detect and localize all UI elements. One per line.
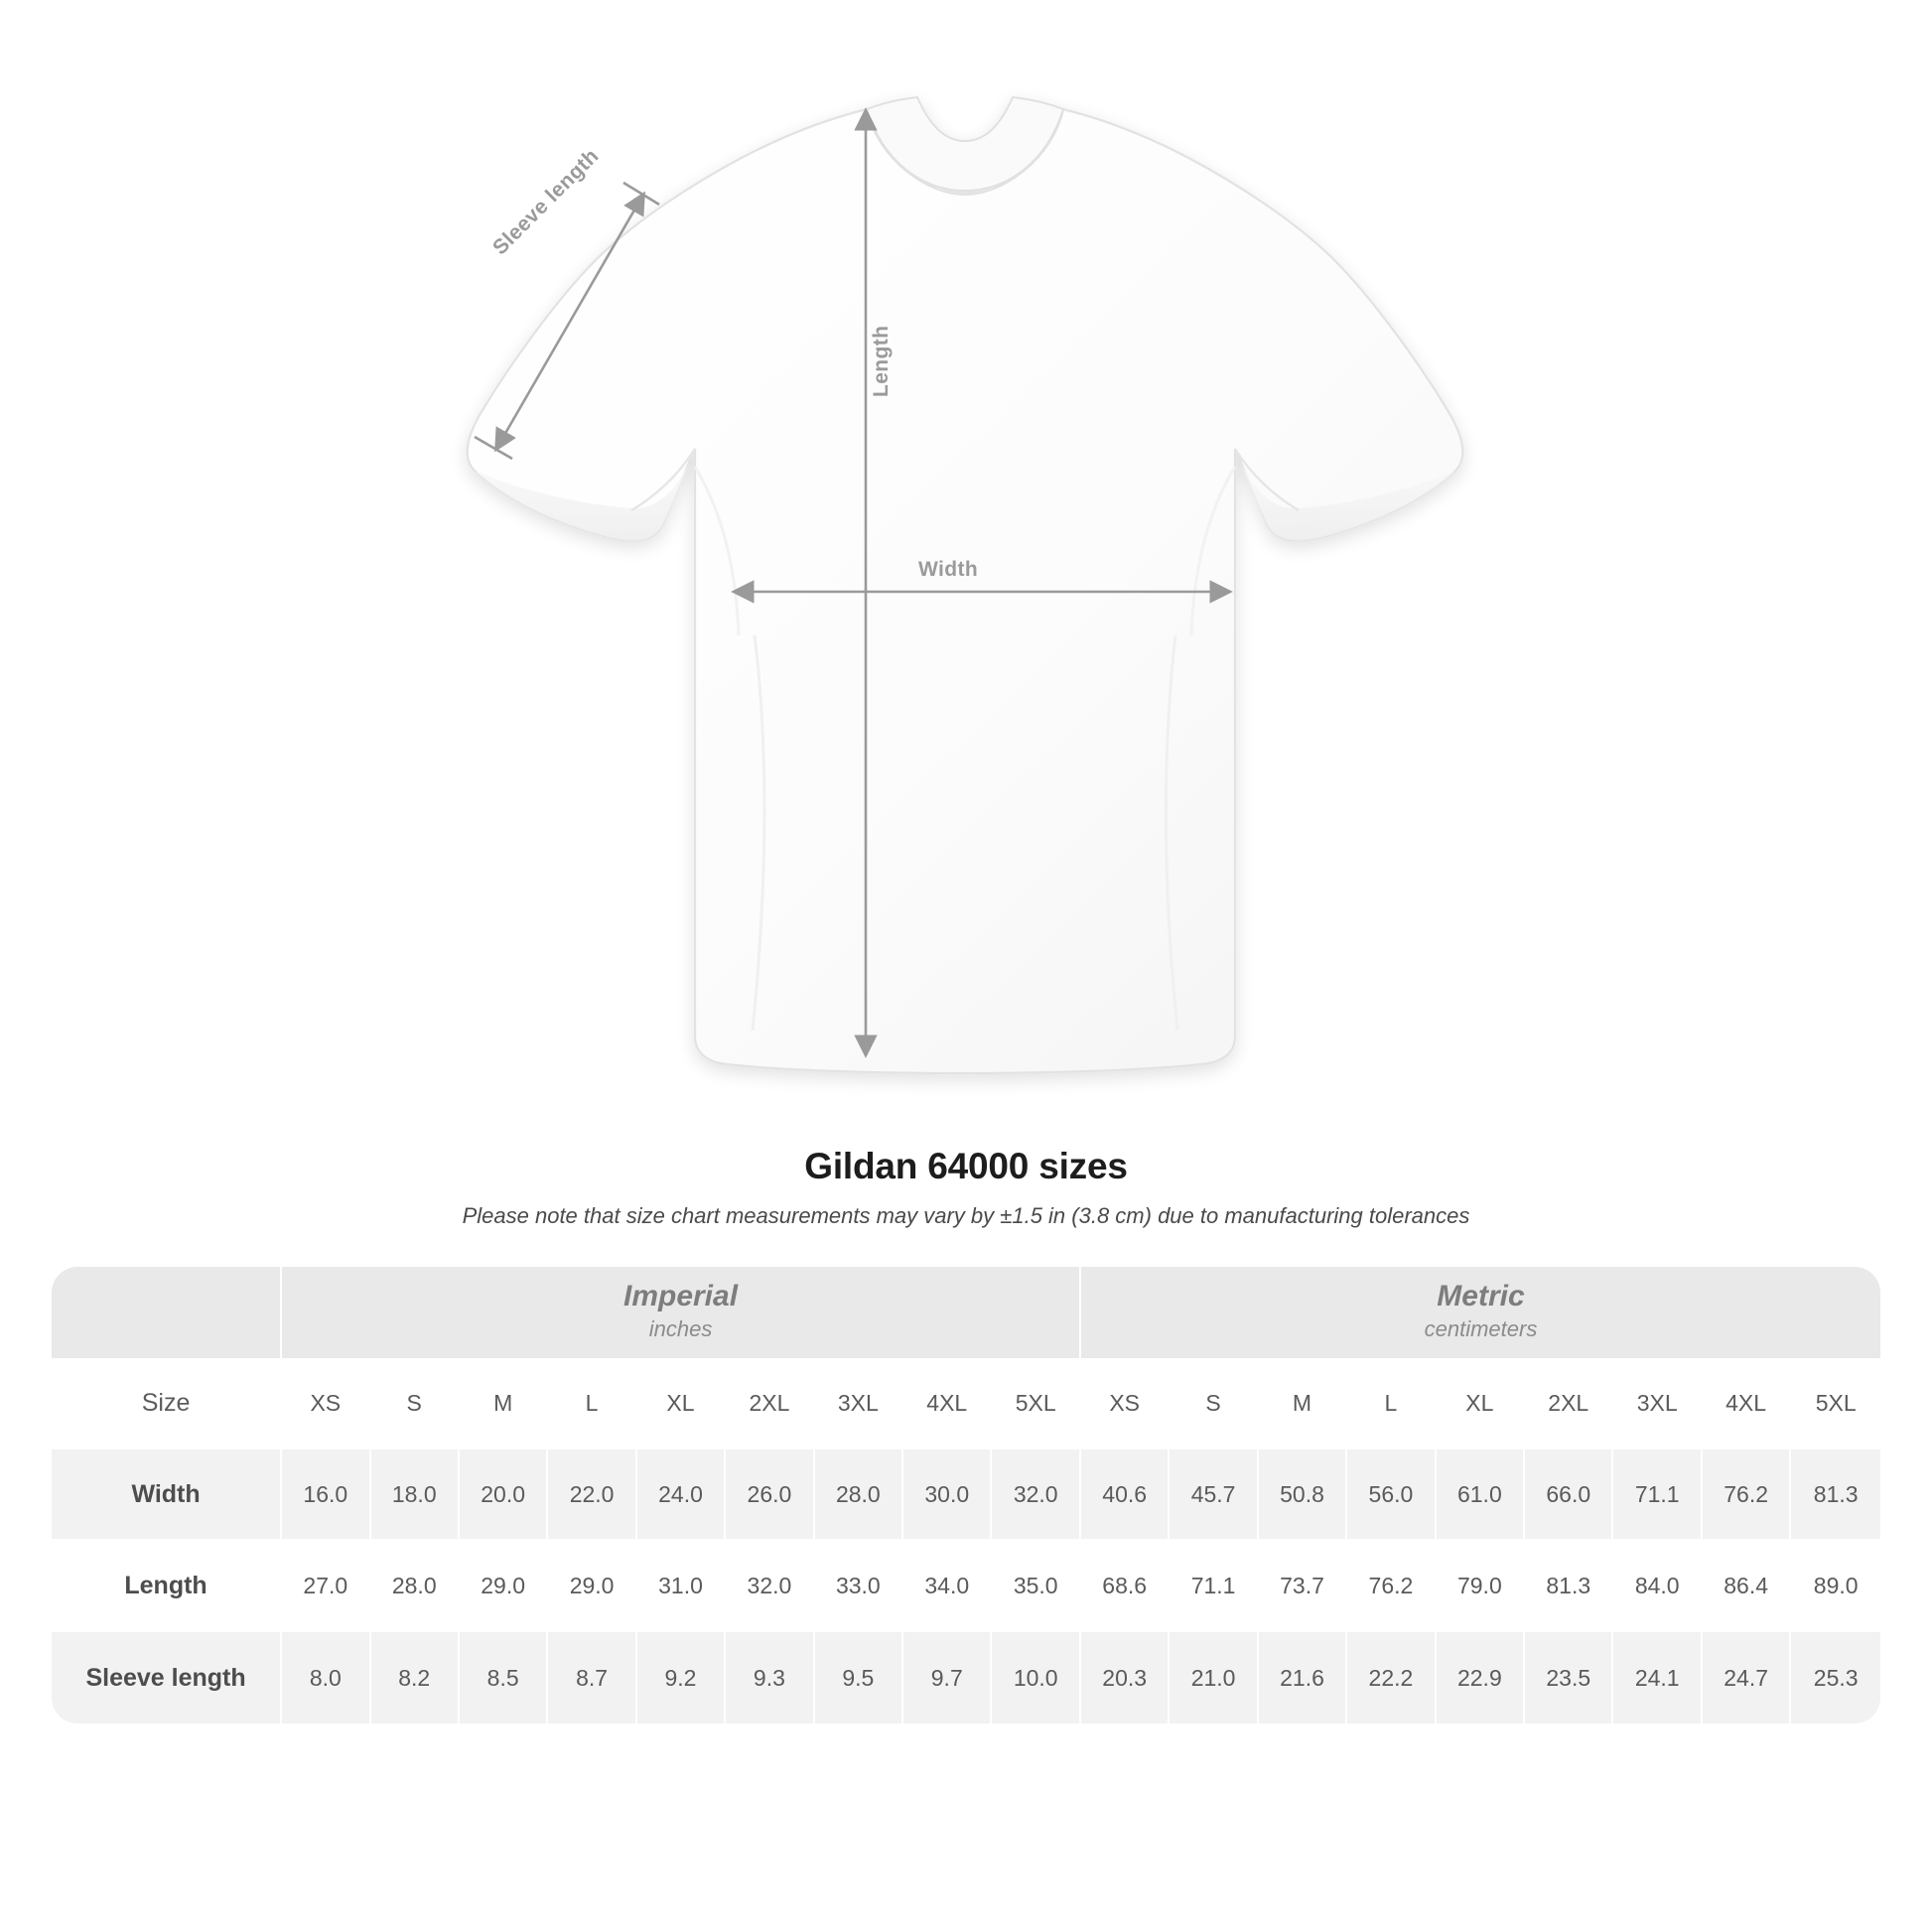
page-title: Gildan 64000 sizes (804, 1146, 1128, 1186)
sleeve-l-metric: 22.2 (1347, 1632, 1436, 1724)
size-header-m-imperial: M (460, 1358, 548, 1449)
width-xs-metric: 40.6 (1081, 1449, 1170, 1541)
size-header-label: Size (52, 1358, 282, 1449)
unit-group-imperial (282, 1267, 1081, 1358)
length-2xl-metric: 81.3 (1525, 1541, 1613, 1632)
width-xl-imperial: 24.0 (637, 1449, 726, 1541)
unit-group-imperial-sub: inches (648, 1316, 713, 1342)
length-3xl-imperial: 33.0 (815, 1541, 903, 1632)
sleeve-3xl-imperial: 9.5 (815, 1632, 903, 1724)
size-header-xl-imperial: XL (637, 1358, 726, 1449)
width-m-metric: 50.8 (1259, 1449, 1347, 1541)
length-xs-metric: 68.6 (1081, 1541, 1170, 1632)
sleeve-m-metric: 21.6 (1259, 1632, 1347, 1724)
size-header-row (52, 1358, 1880, 1449)
sleeve-4xl-metric: 24.7 (1703, 1632, 1791, 1724)
size-header-5xl-imperial: 5XL (992, 1358, 1080, 1449)
sleeve-l-imperial: 8.7 (548, 1632, 636, 1724)
table-row (52, 1632, 1880, 1724)
size-header-4xl-metric: 4XL (1703, 1358, 1791, 1449)
length-s-imperial: 28.0 (371, 1541, 460, 1632)
width-dimension-label: Width (918, 558, 979, 581)
length-4xl-imperial: 34.0 (903, 1541, 992, 1632)
width-l-imperial: 22.0 (548, 1449, 636, 1541)
unit-group-metric-sub: centimeters (1424, 1316, 1538, 1342)
size-header-xs-metric: XS (1081, 1358, 1170, 1449)
width-5xl-metric: 81.3 (1791, 1449, 1880, 1541)
length-4xl-metric: 86.4 (1703, 1541, 1791, 1632)
size-table-wrapper (52, 1267, 1880, 1724)
size-header-xl-metric: XL (1437, 1358, 1525, 1449)
sleeve-5xl-metric: 25.3 (1791, 1632, 1880, 1724)
length-m-imperial: 29.0 (460, 1541, 548, 1632)
sleeve-5xl-imperial: 10.0 (992, 1632, 1080, 1724)
sleeve-3xl-metric: 24.1 (1613, 1632, 1702, 1724)
width-xs-imperial: 16.0 (282, 1449, 370, 1541)
size-header-2xl-metric: 2XL (1525, 1358, 1613, 1449)
unit-group-metric (1081, 1267, 1880, 1358)
size-header-s-metric: S (1170, 1358, 1258, 1449)
row-label-width: Width (52, 1449, 282, 1541)
length-2xl-imperial: 32.0 (726, 1541, 814, 1632)
size-table (52, 1267, 1880, 1724)
sleeve-s-imperial: 8.2 (371, 1632, 460, 1724)
sleeve-xs-metric: 20.3 (1081, 1632, 1170, 1724)
size-header-5xl-metric: 5XL (1791, 1358, 1880, 1449)
size-header-xs-imperial: XS (282, 1358, 370, 1449)
length-3xl-metric: 84.0 (1613, 1541, 1702, 1632)
width-4xl-metric: 76.2 (1703, 1449, 1791, 1541)
unit-group-imperial-name: Imperial (622, 1279, 739, 1312)
sleeve-m-imperial: 8.5 (460, 1632, 548, 1724)
title-block (0, 1146, 1932, 1229)
length-l-metric: 76.2 (1347, 1541, 1436, 1632)
length-m-metric: 73.7 (1259, 1541, 1347, 1632)
size-header-m-metric: M (1259, 1358, 1347, 1449)
size-header-3xl-metric: 3XL (1613, 1358, 1702, 1449)
sleeve-xl-metric: 22.9 (1437, 1632, 1525, 1724)
width-3xl-imperial: 28.0 (815, 1449, 903, 1541)
sleeve-2xl-metric: 23.5 (1525, 1632, 1613, 1724)
sleeve-2xl-imperial: 9.3 (726, 1632, 814, 1724)
width-3xl-metric: 71.1 (1613, 1449, 1702, 1541)
sleeve-xl-imperial: 9.2 (637, 1632, 726, 1724)
length-xs-imperial: 27.0 (282, 1541, 370, 1632)
size-header-s-imperial: S (371, 1358, 460, 1449)
length-5xl-imperial: 35.0 (992, 1541, 1080, 1632)
size-header-l-imperial: L (548, 1358, 636, 1449)
length-xl-metric: 79.0 (1437, 1541, 1525, 1632)
size-header-l-metric: L (1347, 1358, 1436, 1449)
length-dimension-label: Length (870, 325, 893, 397)
length-xl-imperial: 31.0 (637, 1541, 726, 1632)
tolerance-note: Please note that size chart measurements may vary by ±1.5 in (3.8 cm) due to manufacturing tolerances (462, 1203, 1470, 1228)
length-s-metric: 71.1 (1170, 1541, 1258, 1632)
width-4xl-imperial: 30.0 (903, 1449, 992, 1541)
row-label-length: Length (52, 1541, 282, 1632)
size-header-4xl-imperial: 4XL (903, 1358, 992, 1449)
width-2xl-imperial: 26.0 (726, 1449, 814, 1541)
table-row (52, 1541, 1880, 1632)
size-header-3xl-imperial: 3XL (815, 1358, 903, 1449)
length-5xl-metric: 89.0 (1791, 1541, 1880, 1632)
length-l-imperial: 29.0 (548, 1541, 636, 1632)
sleeve-4xl-imperial: 9.7 (903, 1632, 992, 1724)
width-5xl-imperial: 32.0 (992, 1449, 1080, 1541)
width-l-metric: 56.0 (1347, 1449, 1436, 1541)
sleeve-s-metric: 21.0 (1170, 1632, 1258, 1724)
unit-group-metric-name: Metric (1437, 1279, 1525, 1312)
sleeve-length-dimension-label: Sleeve length (488, 144, 604, 260)
width-2xl-metric: 66.0 (1525, 1449, 1613, 1541)
size-header-2xl-imperial: 2XL (726, 1358, 814, 1449)
width-m-imperial: 20.0 (460, 1449, 548, 1541)
table-row (52, 1449, 1880, 1541)
width-s-imperial: 18.0 (371, 1449, 460, 1541)
row-label-sleeve-length: Sleeve length (52, 1632, 282, 1724)
unit-header-spacer (52, 1267, 282, 1358)
width-xl-metric: 61.0 (1437, 1449, 1525, 1541)
unit-header-row (52, 1267, 1880, 1358)
width-s-metric: 45.7 (1170, 1449, 1258, 1541)
sleeve-xs-imperial: 8.0 (282, 1632, 370, 1724)
